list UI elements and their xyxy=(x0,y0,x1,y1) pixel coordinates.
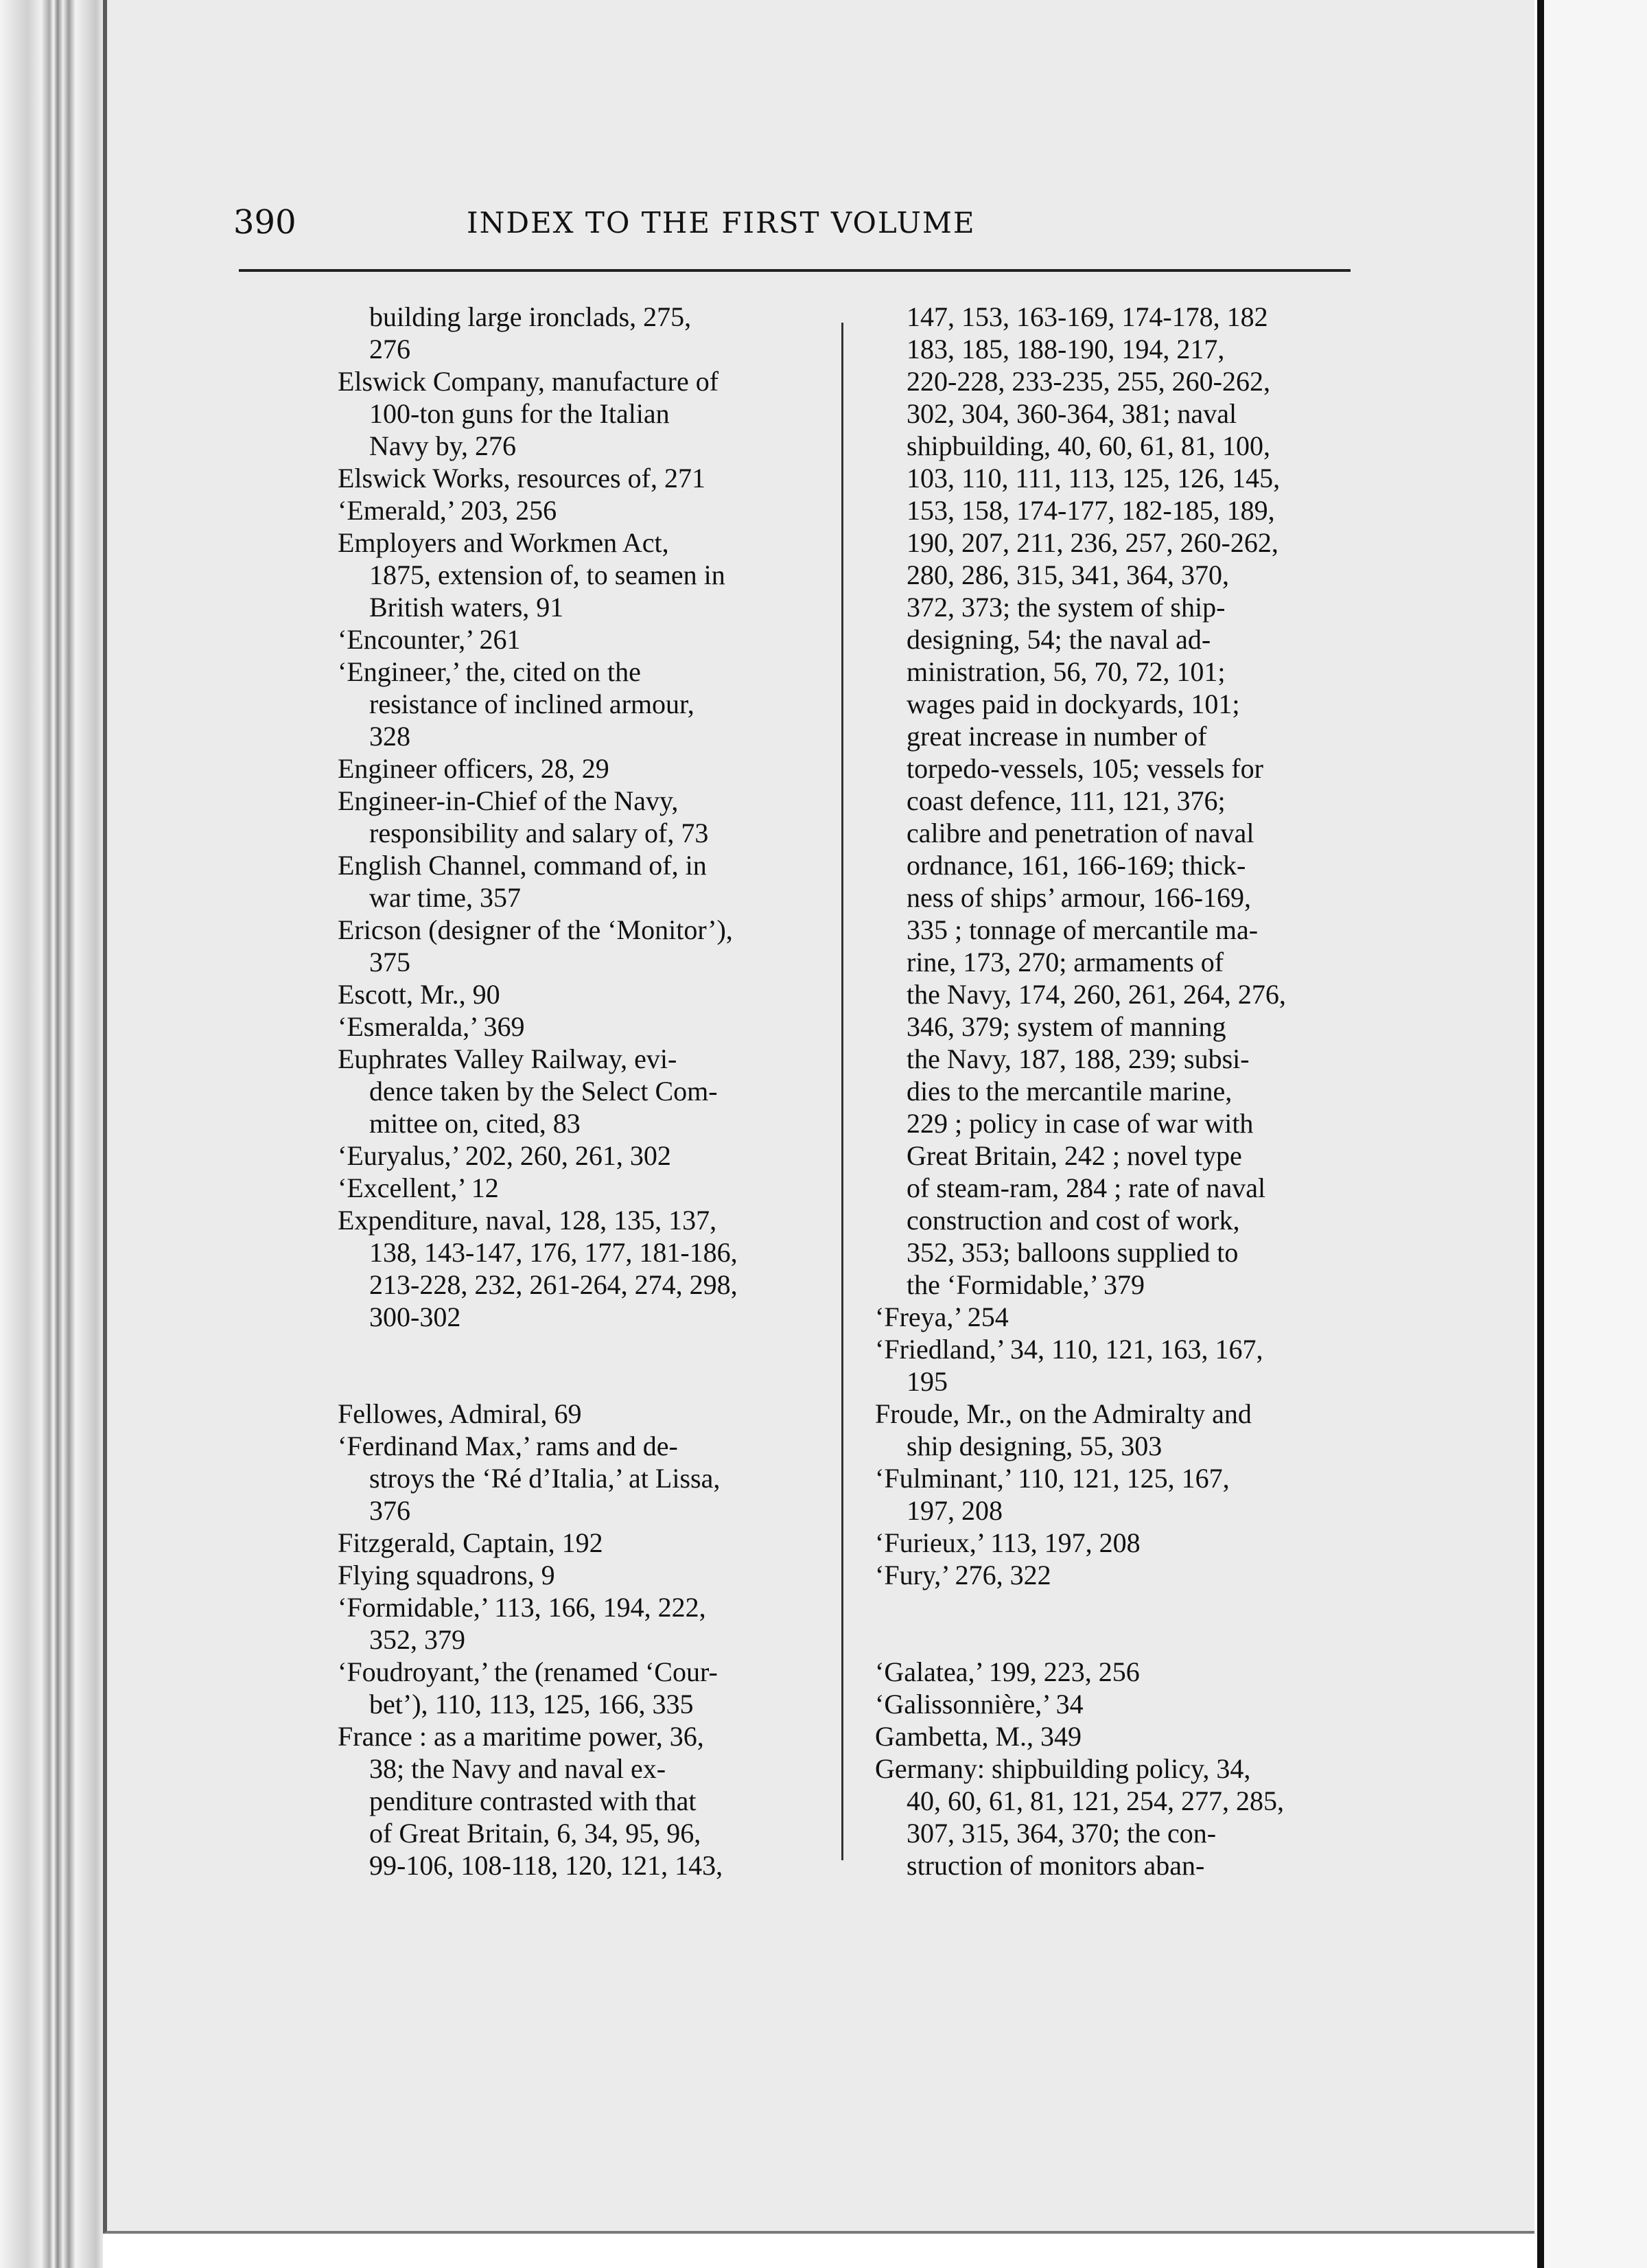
running-title: INDEX TO THE FIRST VOLUME xyxy=(467,206,976,240)
index-entry-line: ‘Encounter,’ 261 xyxy=(338,624,521,655)
index-entry xyxy=(338,1720,839,1882)
index-entry xyxy=(875,1398,1376,1462)
index-entry xyxy=(875,1752,1376,1882)
index-entry-line: 1875, extension of, to seamen in xyxy=(369,559,725,590)
index-entry-line: the Navy, 187, 188, 239; subsi- xyxy=(907,1043,1250,1074)
index-entry-line: 276 xyxy=(369,334,410,364)
index-entry-line: Elswick Works, resources of, 271 xyxy=(338,463,705,494)
index-entry xyxy=(338,462,839,494)
index-entry-line: ‘Excellent,’ 12 xyxy=(338,1172,499,1203)
index-entry-line: the Navy, 174, 260, 261, 264, 276, xyxy=(907,979,1286,1010)
index-entry-line: 280, 286, 315, 341, 364, 370, xyxy=(907,559,1229,590)
index-entry-line: Fellowes, Admiral, 69 xyxy=(338,1398,582,1429)
index-entry xyxy=(338,914,839,978)
index-entry-line: resistance of inclined armour, xyxy=(369,688,694,719)
index-entry-line: of steam-ram, 284 ; rate of naval xyxy=(907,1172,1266,1203)
index-column-left xyxy=(338,301,839,1882)
index-entry-line: ‘Esmeralda,’ 369 xyxy=(338,1011,525,1042)
index-entry-line: 153, 158, 174-177, 182-185, 189, xyxy=(907,495,1275,526)
index-entry xyxy=(338,301,839,365)
index-entry-line: shipbuilding, 40, 60, 61, 81, 100, xyxy=(907,430,1271,461)
index-entry-line: Gambetta, M., 349 xyxy=(875,1721,1082,1752)
index-entry-line: coast defence, 111, 121, 376; xyxy=(907,785,1226,816)
index-entry xyxy=(338,365,839,462)
index-entry-line: 197, 208 xyxy=(907,1495,1003,1526)
facing-page-edge xyxy=(1537,0,1647,2268)
index-entry-line: ordnance, 161, 166-169; thick- xyxy=(907,850,1246,881)
index-entry xyxy=(338,1559,839,1591)
index-entry-line: Employers and Workmen Act, xyxy=(338,527,669,558)
index-entry-line: ‘Ferdinand Max,’ rams and de- xyxy=(338,1431,678,1461)
index-entry-line: 300-302 xyxy=(369,1301,461,1332)
index-entry-line: designing, 54; the naval ad- xyxy=(907,624,1211,655)
index-entry-line: Navy by, 276 xyxy=(369,430,517,461)
index-entry-line: ship designing, 55, 303 xyxy=(907,1431,1163,1461)
index-entry-line: 376 xyxy=(369,1495,410,1526)
index-entry-line: ‘Fulminant,’ 110, 121, 125, 167, xyxy=(875,1463,1230,1494)
index-entry xyxy=(338,1172,839,1204)
index-entry-line: Froude, Mr., on the Admiralty and xyxy=(875,1398,1252,1429)
index-entry xyxy=(875,301,1376,1301)
section-gap xyxy=(875,1591,1376,1656)
index-entry-line: ‘Galatea,’ 199, 223, 256 xyxy=(875,1656,1140,1687)
index-entry-line: construction and cost of work, xyxy=(907,1205,1240,1236)
index-entry-line: 213-228, 232, 261-264, 274, 298, xyxy=(369,1269,738,1300)
index-entry-line: ‘Formidable,’ 113, 166, 194, 222, xyxy=(338,1592,706,1623)
index-entry-line: 99-106, 108-118, 120, 121, 143, xyxy=(369,1850,723,1881)
index-entry-line: British waters, 91 xyxy=(369,592,564,623)
index-entry-line: 100-ton guns for the Italian xyxy=(369,398,670,429)
index-entry-line: 302, 304, 360-364, 381; naval xyxy=(907,398,1237,429)
index-entry-line: 229 ; policy in case of war with xyxy=(907,1108,1254,1139)
index-entry xyxy=(338,978,839,1010)
index-entry-line: responsibility and salary of, 73 xyxy=(369,818,709,848)
index-entry-line: stroys the ‘Ré d’Italia,’ at Lissa, xyxy=(369,1463,721,1494)
index-entry xyxy=(875,1688,1376,1720)
index-entry xyxy=(338,1656,839,1720)
index-entry-line: 183, 185, 188-190, 194, 217, xyxy=(907,334,1225,364)
index-entry xyxy=(338,1398,839,1430)
index-entry-line: 307, 315, 364, 370; the con- xyxy=(907,1818,1217,1849)
index-entry-line: Expenditure, naval, 128, 135, 137, xyxy=(338,1205,717,1236)
index-entry-line: 40, 60, 61, 81, 121, 254, 277, 285, xyxy=(907,1785,1284,1816)
index-entry xyxy=(875,1333,1376,1398)
index-entry xyxy=(338,752,839,785)
index-entry xyxy=(875,1656,1376,1688)
book-edge-left xyxy=(0,0,103,2268)
index-entry-line: ‘Freya,’ 254 xyxy=(875,1301,1009,1332)
index-entry-line: ‘Galissonnière,’ 34 xyxy=(875,1689,1084,1720)
index-entry-line: 38; the Navy and naval ex- xyxy=(369,1753,666,1784)
index-entry-line: Germany: shipbuilding policy, 34, xyxy=(875,1753,1251,1784)
index-entry-line: the ‘Formidable,’ 379 xyxy=(907,1269,1145,1300)
index-entry-line: Euphrates Valley Railway, evi- xyxy=(338,1043,677,1074)
index-entry xyxy=(338,1204,839,1333)
index-entry-line: 147, 153, 163-169, 174-178, 182 xyxy=(907,301,1268,332)
index-entry-line: Flying squadrons, 9 xyxy=(338,1560,555,1590)
index-entry-line: 335 ; tonnage of mercantile ma- xyxy=(907,914,1259,945)
index-entry-line: 346, 379; system of manning xyxy=(907,1011,1226,1042)
index-entry xyxy=(338,1430,839,1527)
page-number: 390 xyxy=(233,203,296,242)
index-entry xyxy=(875,1462,1376,1527)
index-entry-line: France : as a maritime power, 36, xyxy=(338,1721,704,1752)
index-entry xyxy=(875,1527,1376,1559)
section-gap xyxy=(338,1333,839,1398)
index-entry-line: 352, 379 xyxy=(369,1624,465,1655)
index-entry-line: ‘Furieux,’ 113, 197, 208 xyxy=(875,1527,1141,1558)
index-entry-line: 195 xyxy=(907,1366,948,1397)
index-entry-line: dence taken by the Select Com- xyxy=(369,1076,718,1107)
index-entry-line: building large ironclads, 275, xyxy=(369,301,692,332)
index-entry-line: ‘Friedland,’ 34, 110, 121, 163, 167, xyxy=(875,1334,1263,1365)
index-entry xyxy=(875,1559,1376,1591)
index-entry-line: Engineer-in-Chief of the Navy, xyxy=(338,785,679,816)
index-entry-line: wages paid in dockyards, 101; xyxy=(907,688,1240,719)
index-entry-line: 103, 110, 111, 113, 125, 126, 145, xyxy=(907,463,1281,494)
index-entry-line: ‘Foudroyant,’ the (renamed ‘Cour- xyxy=(338,1656,718,1687)
index-entry-line: torpedo-vessels, 105; vessels for xyxy=(907,753,1263,784)
index-entry-line: 372, 373; the system of ship- xyxy=(907,592,1226,623)
index-entry-line: Elswick Company, manufacture of xyxy=(338,366,719,397)
index-entry xyxy=(338,623,839,656)
index-entry xyxy=(338,785,839,849)
index-entry-line: Escott, Mr., 90 xyxy=(338,979,500,1010)
index-entry-line: ‘Fury,’ 276, 322 xyxy=(875,1560,1051,1590)
index-entry-line: war time, 357 xyxy=(369,882,522,913)
header-rule xyxy=(239,269,1351,272)
index-entry xyxy=(338,1527,839,1559)
index-entry xyxy=(338,1010,839,1043)
index-entry-line: Fitzgerald, Captain, 192 xyxy=(338,1527,603,1558)
index-entry-line: 375 xyxy=(369,947,410,977)
index-entry xyxy=(338,656,839,752)
index-entry xyxy=(875,1301,1376,1333)
index-entry-line: English Channel, command of, in xyxy=(338,850,707,881)
index-entry-line: Ericson (designer of the ‘Monitor’), xyxy=(338,914,733,945)
index-entry-line: 328 xyxy=(369,721,410,752)
index-entry-line: of Great Britain, 6, 34, 95, 96, xyxy=(369,1818,701,1849)
index-entry xyxy=(338,1139,839,1172)
index-entry-line: calibre and penetration of naval xyxy=(907,818,1254,848)
index-entry xyxy=(338,849,839,914)
index-column-right xyxy=(875,301,1376,1882)
index-entry-line: struction of monitors aban- xyxy=(907,1850,1205,1881)
index-entry xyxy=(338,494,839,526)
index-entry-line: great increase in number of xyxy=(907,721,1207,752)
index-entry-line: dies to the mercantile marine, xyxy=(907,1076,1233,1107)
index-entry-line: 138, 143-147, 176, 177, 181-186, xyxy=(369,1237,738,1268)
index-entry-line: Great Britain, 242 ; novel type xyxy=(907,1140,1242,1171)
index-entry-line: ‘Emerald,’ 203, 256 xyxy=(338,495,557,526)
index-entry-line: 352, 353; balloons supplied to xyxy=(907,1237,1239,1268)
index-entry xyxy=(338,1043,839,1139)
index-entry-line: ness of ships’ armour, 166-169, xyxy=(907,882,1252,913)
index-entry-line: mittee on, cited, 83 xyxy=(369,1108,581,1139)
index-entry xyxy=(338,1591,839,1656)
index-entry-line: rine, 173, 270; armaments of xyxy=(907,947,1224,977)
index-entry xyxy=(338,526,839,623)
column-divider xyxy=(841,323,843,1860)
index-entry xyxy=(875,1720,1376,1752)
index-entry-line: bet’), 110, 113, 125, 166, 335 xyxy=(369,1689,694,1720)
index-entry-line: ‘Engineer,’ the, cited on the xyxy=(338,656,641,687)
index-entry-line: ‘Euryalus,’ 202, 260, 261, 302 xyxy=(338,1140,671,1171)
index-entry-line: 220-228, 233-235, 255, 260-262, xyxy=(907,366,1270,397)
index-entry-line: Engineer officers, 28, 29 xyxy=(338,753,609,784)
index-entry-line: penditure contrasted with that xyxy=(369,1785,697,1816)
index-entry-line: 190, 207, 211, 236, 257, 260-262, xyxy=(907,527,1278,558)
index-entry-line: ministration, 56, 70, 72, 101; xyxy=(907,656,1226,687)
